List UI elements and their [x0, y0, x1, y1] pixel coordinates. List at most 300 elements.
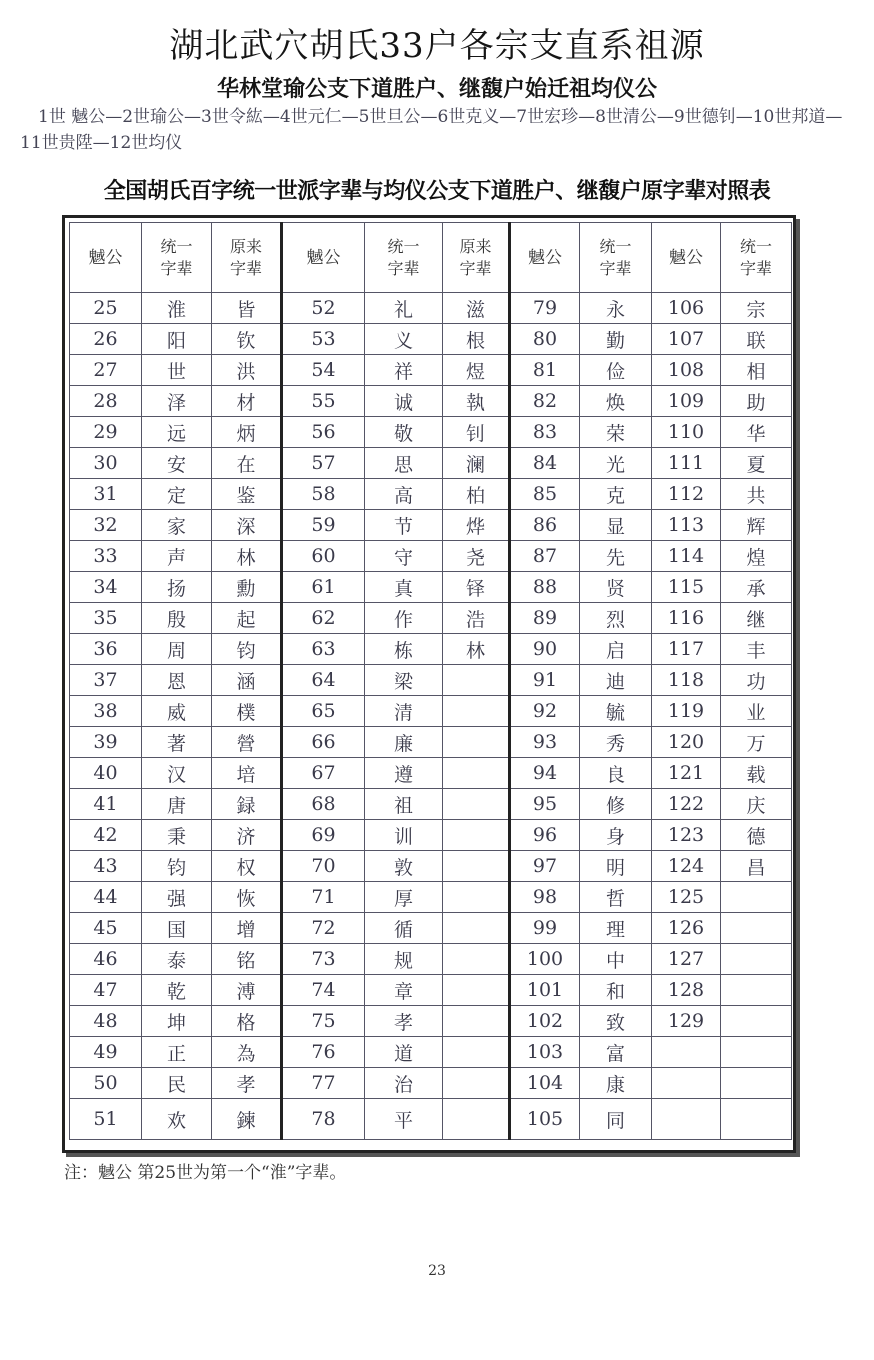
character-cell: 先 — [580, 541, 652, 572]
character-cell — [721, 882, 792, 913]
character-cell: 滋 — [443, 293, 510, 324]
character-cell: 敬 — [365, 417, 443, 448]
generation-number-cell: 108 — [652, 355, 721, 386]
character-cell: 荣 — [580, 417, 652, 448]
character-cell: 焕 — [580, 386, 652, 417]
character-cell: 在 — [212, 448, 282, 479]
character-cell: 執 — [443, 386, 510, 417]
character-cell — [443, 1037, 510, 1068]
generation-number-cell: 66 — [282, 727, 365, 758]
character-cell: 定 — [142, 479, 212, 510]
table-row — [70, 1037, 792, 1068]
character-cell: 阳 — [142, 324, 212, 355]
character-cell: 显 — [580, 510, 652, 541]
generation-number-cell: 32 — [70, 510, 142, 541]
character-cell: 华 — [721, 417, 792, 448]
character-cell: 钊 — [443, 417, 510, 448]
character-cell: 烈 — [580, 603, 652, 634]
generation-number-cell: 60 — [282, 541, 365, 572]
generation-table — [69, 222, 792, 1140]
character-cell: 铭 — [212, 944, 282, 975]
character-cell: 乾 — [142, 975, 212, 1006]
character-cell: 烨 — [443, 510, 510, 541]
character-cell: 节 — [365, 510, 443, 541]
generation-number-cell: 87 — [510, 541, 580, 572]
character-cell: 樸 — [212, 696, 282, 727]
character-cell: 著 — [142, 727, 212, 758]
character-cell — [443, 913, 510, 944]
character-cell — [443, 1099, 510, 1140]
generation-number-cell: 69 — [282, 820, 365, 851]
character-cell: 孝 — [365, 1006, 443, 1037]
generation-number-cell: 36 — [70, 634, 142, 665]
character-cell: 扬 — [142, 572, 212, 603]
table-row — [70, 603, 792, 634]
character-cell: 平 — [365, 1099, 443, 1140]
character-cell: 声 — [142, 541, 212, 572]
table-row — [70, 696, 792, 727]
character-cell: 俭 — [580, 355, 652, 386]
table-row — [70, 820, 792, 851]
character-cell: 淮 — [142, 293, 212, 324]
generation-number-cell: 75 — [282, 1006, 365, 1037]
generation-table-frame — [62, 215, 796, 1153]
generation-number-cell: 38 — [70, 696, 142, 727]
generation-number-cell: 118 — [652, 665, 721, 696]
character-cell: 遵 — [365, 758, 443, 789]
header-cell: 统一 字辈 — [365, 223, 443, 293]
header-cell: 统一 字辈 — [142, 223, 212, 293]
table-row — [70, 324, 792, 355]
page-title: 湖北武穴胡氏33户各宗支直系祖源 — [169, 26, 705, 66]
generation-number-cell: 31 — [70, 479, 142, 510]
character-cell: 宗 — [721, 293, 792, 324]
character-cell: 承 — [721, 572, 792, 603]
table-row — [70, 1099, 792, 1140]
character-cell: 强 — [142, 882, 212, 913]
generation-number-cell: 110 — [652, 417, 721, 448]
generation-number-cell: 48 — [70, 1006, 142, 1037]
generation-number-cell: 44 — [70, 882, 142, 913]
character-cell: 济 — [212, 820, 282, 851]
character-cell — [443, 820, 510, 851]
header-cell: 原来 字辈 — [212, 223, 282, 293]
generation-number-cell: 107 — [652, 324, 721, 355]
header-cell: 魊公 — [652, 223, 721, 293]
generation-number-cell: 125 — [652, 882, 721, 913]
generation-number-cell: 35 — [70, 603, 142, 634]
generation-number-cell: 45 — [70, 913, 142, 944]
generation-number-cell: 86 — [510, 510, 580, 541]
generation-number-cell: 105 — [510, 1099, 580, 1140]
generation-number-cell: 84 — [510, 448, 580, 479]
character-cell: 栋 — [365, 634, 443, 665]
generation-number-cell: 76 — [282, 1037, 365, 1068]
character-cell: 康 — [580, 1068, 652, 1099]
table-row — [70, 944, 792, 975]
character-cell: 恩 — [142, 665, 212, 696]
character-cell: 根 — [443, 324, 510, 355]
character-cell: 煌 — [721, 541, 792, 572]
character-cell: 高 — [365, 479, 443, 510]
generation-number-cell — [652, 1037, 721, 1068]
table-row — [70, 975, 792, 1006]
generation-number-cell: 58 — [282, 479, 365, 510]
generation-number-cell: 81 — [510, 355, 580, 386]
character-cell: 世 — [142, 355, 212, 386]
character-cell: 深 — [212, 510, 282, 541]
generation-number-cell: 90 — [510, 634, 580, 665]
character-cell: 洪 — [212, 355, 282, 386]
table-header-row — [70, 223, 792, 293]
character-cell: 哲 — [580, 882, 652, 913]
generation-number-cell: 79 — [510, 293, 580, 324]
character-cell: 昌 — [721, 851, 792, 882]
generation-number-cell: 121 — [652, 758, 721, 789]
character-cell — [443, 975, 510, 1006]
character-cell: 尧 — [443, 541, 510, 572]
character-cell: 永 — [580, 293, 652, 324]
character-cell — [721, 1068, 792, 1099]
generation-number-cell: 40 — [70, 758, 142, 789]
generation-number-cell: 61 — [282, 572, 365, 603]
character-cell: 钧 — [142, 851, 212, 882]
character-cell: 培 — [212, 758, 282, 789]
character-cell: 格 — [212, 1006, 282, 1037]
table-row — [70, 634, 792, 665]
generation-number-cell: 114 — [652, 541, 721, 572]
generation-number-cell: 29 — [70, 417, 142, 448]
character-cell: 继 — [721, 603, 792, 634]
generation-number-cell: 99 — [510, 913, 580, 944]
table-row — [70, 541, 792, 572]
footnote: 注：魊公 第25世为第一个“淮”字辈。 — [64, 1163, 347, 1183]
character-cell — [443, 789, 510, 820]
generation-number-cell: 25 — [70, 293, 142, 324]
character-cell: 万 — [721, 727, 792, 758]
character-cell — [443, 851, 510, 882]
character-cell: 远 — [142, 417, 212, 448]
generation-number-cell: 57 — [282, 448, 365, 479]
character-cell: 溥 — [212, 975, 282, 1006]
character-cell: 理 — [580, 913, 652, 944]
character-cell: 正 — [142, 1037, 212, 1068]
generation-number-cell: 47 — [70, 975, 142, 1006]
character-cell: 庆 — [721, 789, 792, 820]
character-cell: 贤 — [580, 572, 652, 603]
header-cell: 魊公 — [282, 223, 365, 293]
character-cell: 增 — [212, 913, 282, 944]
generation-number-cell: 49 — [70, 1037, 142, 1068]
generation-number-cell: 120 — [652, 727, 721, 758]
character-cell: 明 — [580, 851, 652, 882]
character-cell — [721, 913, 792, 944]
generation-number-cell: 28 — [70, 386, 142, 417]
character-cell: 身 — [580, 820, 652, 851]
character-cell: 勳 — [212, 572, 282, 603]
subtitle: 华林堂瑜公支下道胜户、继馥户始迁祖均仪公 — [216, 77, 657, 102]
generation-number-cell: 37 — [70, 665, 142, 696]
header-cell: 魊公 — [510, 223, 580, 293]
character-cell — [721, 975, 792, 1006]
character-cell — [721, 944, 792, 975]
character-cell: 钧 — [212, 634, 282, 665]
character-cell: 煜 — [443, 355, 510, 386]
character-cell: 真 — [365, 572, 443, 603]
generation-number-cell: 56 — [282, 417, 365, 448]
generation-number-cell: 88 — [510, 572, 580, 603]
generation-number-cell: 126 — [652, 913, 721, 944]
character-cell — [721, 1099, 792, 1140]
generation-number-cell: 26 — [70, 324, 142, 355]
generation-number-cell: 98 — [510, 882, 580, 913]
character-cell: 浩 — [443, 603, 510, 634]
table-row — [70, 1068, 792, 1099]
generation-number-cell: 100 — [510, 944, 580, 975]
table-row — [70, 572, 792, 603]
character-cell: 联 — [721, 324, 792, 355]
table-row — [70, 448, 792, 479]
generation-number-cell: 39 — [70, 727, 142, 758]
table-row — [70, 851, 792, 882]
character-cell: 起 — [212, 603, 282, 634]
generation-number-cell: 93 — [510, 727, 580, 758]
character-cell: 炳 — [212, 417, 282, 448]
generation-number-cell: 33 — [70, 541, 142, 572]
character-cell: 録 — [212, 789, 282, 820]
generation-number-cell: 113 — [652, 510, 721, 541]
character-cell: 钦 — [212, 324, 282, 355]
table-row — [70, 727, 792, 758]
generation-number-cell: 73 — [282, 944, 365, 975]
generation-number-cell: 71 — [282, 882, 365, 913]
character-cell: 礼 — [365, 293, 443, 324]
character-cell: 业 — [721, 696, 792, 727]
table-row — [70, 386, 792, 417]
character-cell: 克 — [580, 479, 652, 510]
table-row — [70, 789, 792, 820]
character-cell: 诚 — [365, 386, 443, 417]
generation-number-cell: 129 — [652, 1006, 721, 1037]
generation-number-cell: 30 — [70, 448, 142, 479]
character-cell: 林 — [443, 634, 510, 665]
character-cell: 和 — [580, 975, 652, 1006]
character-cell: 修 — [580, 789, 652, 820]
character-cell: 光 — [580, 448, 652, 479]
generation-number-cell: 124 — [652, 851, 721, 882]
table-row — [70, 882, 792, 913]
character-cell: 助 — [721, 386, 792, 417]
generation-number-cell: 74 — [282, 975, 365, 1006]
generation-number-cell: 103 — [510, 1037, 580, 1068]
character-cell: 德 — [721, 820, 792, 851]
header-cell: 原来 字辈 — [443, 223, 510, 293]
character-cell: 廉 — [365, 727, 443, 758]
character-cell — [443, 882, 510, 913]
character-cell: 家 — [142, 510, 212, 541]
character-cell: 铎 — [443, 572, 510, 603]
generation-number-cell: 54 — [282, 355, 365, 386]
character-cell: 同 — [580, 1099, 652, 1140]
character-cell: 训 — [365, 820, 443, 851]
character-cell: 国 — [142, 913, 212, 944]
generation-number-cell: 115 — [652, 572, 721, 603]
character-cell: 鉴 — [212, 479, 282, 510]
character-cell: 守 — [365, 541, 443, 572]
character-cell: 泰 — [142, 944, 212, 975]
header-cell: 魊公 — [70, 223, 142, 293]
generation-number-cell: 96 — [510, 820, 580, 851]
character-cell: 安 — [142, 448, 212, 479]
generation-number-cell: 123 — [652, 820, 721, 851]
character-cell: 章 — [365, 975, 443, 1006]
character-cell: 欢 — [142, 1099, 212, 1140]
table-row — [70, 665, 792, 696]
character-cell: 义 — [365, 324, 443, 355]
character-cell: 恢 — [212, 882, 282, 913]
character-cell: 权 — [212, 851, 282, 882]
character-cell: 作 — [365, 603, 443, 634]
generation-number-cell: 77 — [282, 1068, 365, 1099]
generation-number-cell: 83 — [510, 417, 580, 448]
generation-number-cell — [652, 1068, 721, 1099]
generation-number-cell: 50 — [70, 1068, 142, 1099]
character-cell: 中 — [580, 944, 652, 975]
generation-number-cell: 59 — [282, 510, 365, 541]
generation-number-cell: 43 — [70, 851, 142, 882]
character-cell: 思 — [365, 448, 443, 479]
character-cell: 祖 — [365, 789, 443, 820]
character-cell: 坤 — [142, 1006, 212, 1037]
character-cell — [443, 1006, 510, 1037]
character-cell: 孝 — [212, 1068, 282, 1099]
character-cell: 唐 — [142, 789, 212, 820]
generation-number-cell: 116 — [652, 603, 721, 634]
generation-number-cell: 119 — [652, 696, 721, 727]
character-cell — [443, 1068, 510, 1099]
generation-number-cell: 95 — [510, 789, 580, 820]
table-row — [70, 758, 792, 789]
character-cell — [443, 696, 510, 727]
character-cell: 民 — [142, 1068, 212, 1099]
character-cell — [443, 758, 510, 789]
generation-number-cell: 89 — [510, 603, 580, 634]
character-cell: 林 — [212, 541, 282, 572]
generation-number-cell: 111 — [652, 448, 721, 479]
character-cell: 相 — [721, 355, 792, 386]
generation-number-cell: 70 — [282, 851, 365, 882]
header-cell: 统一 字辈 — [580, 223, 652, 293]
character-cell: 鍊 — [212, 1099, 282, 1140]
generation-number-cell: 85 — [510, 479, 580, 510]
table-row — [70, 293, 792, 324]
generation-number-cell: 97 — [510, 851, 580, 882]
character-cell: 涵 — [212, 665, 282, 696]
character-cell: 敦 — [365, 851, 443, 882]
generation-number-cell: 127 — [652, 944, 721, 975]
generation-number-cell: 41 — [70, 789, 142, 820]
character-cell — [443, 944, 510, 975]
character-cell: 材 — [212, 386, 282, 417]
character-cell: 迪 — [580, 665, 652, 696]
character-cell: 周 — [142, 634, 212, 665]
generation-number-cell: 65 — [282, 696, 365, 727]
character-cell: 梁 — [365, 665, 443, 696]
character-cell — [721, 1037, 792, 1068]
generation-number-cell: 91 — [510, 665, 580, 696]
character-cell: 汉 — [142, 758, 212, 789]
character-cell: 清 — [365, 696, 443, 727]
character-cell: 皆 — [212, 293, 282, 324]
table-title: 全国胡氏百字统一世派字辈与均仪公支下道胜户、继馥户原字辈对照表 — [103, 179, 771, 204]
generation-number-cell: 94 — [510, 758, 580, 789]
character-cell: 共 — [721, 479, 792, 510]
character-cell: 富 — [580, 1037, 652, 1068]
character-cell — [443, 665, 510, 696]
character-cell: 致 — [580, 1006, 652, 1037]
character-cell: 夏 — [721, 448, 792, 479]
generation-number-cell: 55 — [282, 386, 365, 417]
character-cell: 為 — [212, 1037, 282, 1068]
table-row — [70, 913, 792, 944]
generation-number-cell: 62 — [282, 603, 365, 634]
character-cell: 毓 — [580, 696, 652, 727]
generation-number-cell: 64 — [282, 665, 365, 696]
character-cell — [721, 1006, 792, 1037]
generation-number-cell: 46 — [70, 944, 142, 975]
character-cell: 道 — [365, 1037, 443, 1068]
generation-number-cell: 51 — [70, 1099, 142, 1140]
character-cell: 秀 — [580, 727, 652, 758]
generation-number-cell: 122 — [652, 789, 721, 820]
generation-number-cell — [652, 1099, 721, 1140]
character-cell: 厚 — [365, 882, 443, 913]
generation-number-cell: 92 — [510, 696, 580, 727]
table-row — [70, 355, 792, 386]
generation-number-cell: 42 — [70, 820, 142, 851]
character-cell: 载 — [721, 758, 792, 789]
generation-number-cell: 67 — [282, 758, 365, 789]
character-cell: 澜 — [443, 448, 510, 479]
character-cell: 丰 — [721, 634, 792, 665]
character-cell: 循 — [365, 913, 443, 944]
generation-number-cell: 117 — [652, 634, 721, 665]
page-number: 23 — [428, 1263, 446, 1279]
lineage-text: 1世 魊公—2世瑜公—3世令紘—4世元仁—5世旦公—6世克义—7世宏珍—8世清公—9世德钊—10世邦道—11世贵陞—12世均仪 — [20, 107, 843, 153]
table-row — [70, 417, 792, 448]
character-cell: 规 — [365, 944, 443, 975]
generation-number-cell: 78 — [282, 1099, 365, 1140]
character-cell: 祥 — [365, 355, 443, 386]
character-cell: 辉 — [721, 510, 792, 541]
character-cell: 功 — [721, 665, 792, 696]
table-row — [70, 479, 792, 510]
character-cell: 殷 — [142, 603, 212, 634]
generation-number-cell: 63 — [282, 634, 365, 665]
generation-number-cell: 104 — [510, 1068, 580, 1099]
generation-number-cell: 128 — [652, 975, 721, 1006]
generation-number-cell: 109 — [652, 386, 721, 417]
character-cell: 秉 — [142, 820, 212, 851]
generation-number-cell: 102 — [510, 1006, 580, 1037]
character-cell — [443, 727, 510, 758]
generation-number-cell: 80 — [510, 324, 580, 355]
generation-number-cell: 106 — [652, 293, 721, 324]
generation-number-cell: 27 — [70, 355, 142, 386]
character-cell: 泽 — [142, 386, 212, 417]
character-cell: 營 — [212, 727, 282, 758]
generation-number-cell: 53 — [282, 324, 365, 355]
